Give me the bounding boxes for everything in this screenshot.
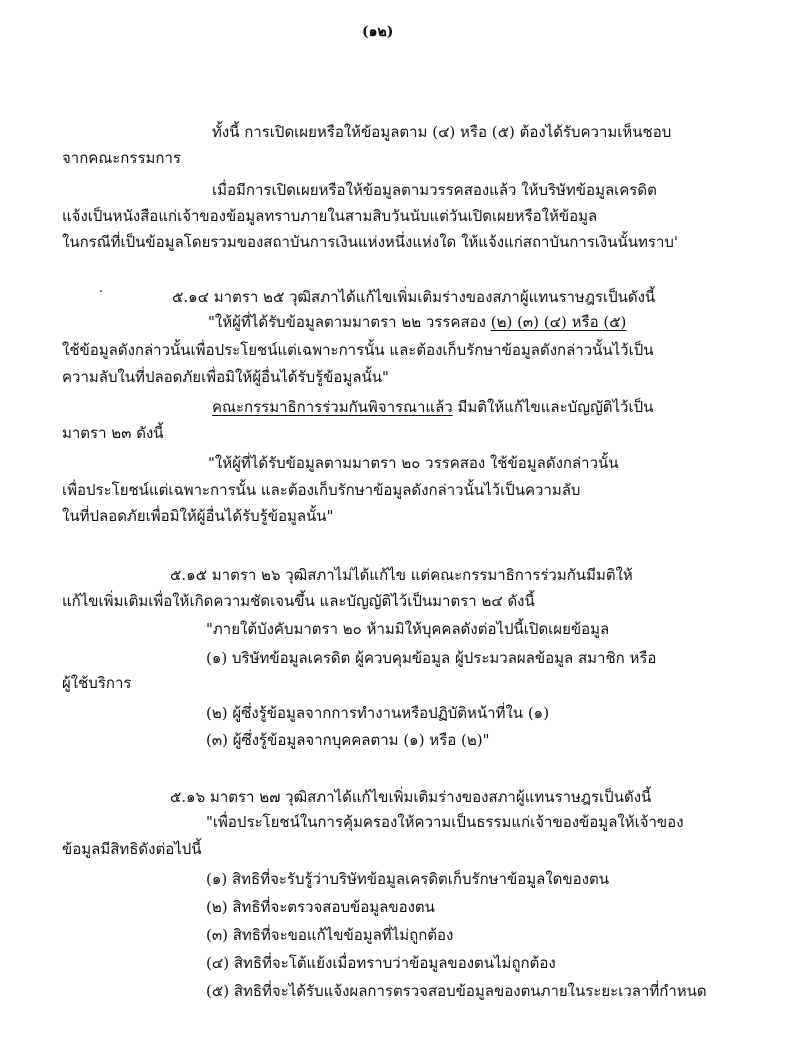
sec-515-item-3: (๓) ผู้ซึ่งรู้ข้อมูลจากบุคคลตาม (๑) หรือ (๒)": [206, 731, 490, 749]
sec-515-line-2: แก้ไขเพิ่มเติมเพื่อให้เกิดความชัดเจนขึ้น และบัญญัติไว้เป็นมาตรา ๒๔ ดังนี้: [62, 592, 535, 610]
sec-516-item-3: (๓) สิทธิที่จะขอแก้ไขข้อมูลที่ไม่ถูกต้อง: [206, 926, 454, 944]
sec-516-item-1: (๑) สิทธิที่จะรับรู้ว่าบริษัทข้อมูลเครดิตเก็บรักษาข้อมูลใดของตน: [206, 870, 609, 888]
sec-516-quote-line-2: ข้อมูลมีสิทธิดังต่อไปนี้: [62, 840, 202, 858]
sec-514-quote2-line-3: ในที่ปลอดภัยเพื่อมิให้ผู้อื่นได้รับรู้ข้อมูลนั้น": [62, 507, 334, 525]
sec-514-committee-line-2: มาตรา ๒๓ ดังนี้: [62, 424, 164, 442]
sec-515-item-1-line-2: ผู้ใช้บริการ: [62, 674, 132, 692]
sec-515-quote-line-1: "ภายใต้บังคับมาตรา ๒๐ ห้ามมิให้บุคคลดังต่อไปนี้เปิดเผยข้อมูล: [206, 620, 610, 638]
sec-514-quote-line-2: ใช้ข้อมูลดังกล่าวนั้นเพื่อประโยชน์แต่เฉพาะการนั้น และต้องเก็บรักษาข้อมูลดังกล่าวนั้นไว้เป็น: [62, 341, 654, 359]
sec-514-heading: ๕.๑๔ มาตรา ๒๕ วุฒิสภาได้แก้ไขเพิ่มเติมร่างของสภาผู้แทนราษฎรเป็นดังนี้: [172, 288, 656, 306]
sec-516-item-4: (๔) สิทธิที่จะโต้แย้งเมื่อทราบว่าข้อมูลของตนไม่ถูกต้อง: [206, 954, 556, 972]
sec-514-committee-rest: มีมติให้แก้ไขและบัญญัติไว้เป็น: [452, 398, 654, 416]
sec-515-heading: ๕.๑๕ มาตรา ๒๖ วุฒิสภาไม่ได้แก้ไข แต่คณะกรรมาธิการร่วมกันมีมติให้: [170, 566, 633, 584]
sec-515-item-2: (๒) ผู้ซึ่งรู้ข้อมูลจากการทำงานหรือปฏิบัติหน้าที่ใน (๑): [206, 704, 550, 722]
sec-516-item-5: (๕) สิทธิที่จะได้รับแจ้งผลการตรวจสอบข้อมูลของตนภายในระยะเวลาที่กำหนด: [206, 982, 707, 1000]
para-intro-line-1: ทั้งนี้ การเปิดเผยหรือให้ข้อมูลตาม (๔) หรือ (๕) ต้องได้รับความเห็นชอบ: [212, 123, 672, 141]
sec-514-committee-underlined: คณะกรรมาธิการร่วมกันพิจารณาแล้ว: [212, 398, 453, 416]
para-intro-line-5: ในกรณีที่เป็นข้อมูลโดยรวมของสถาบันการเงินแห่งหนึ่งแห่งใด ให้แจ้งแก่สถาบันการเงินนั้นทราบ': [62, 233, 679, 251]
sec-516-item-2: (๒) สิทธิที่จะตรวจสอบข้อมูลของตน: [206, 898, 435, 916]
para-intro-line-3: เมื่อมีการเปิดเผยหรือให้ข้อมูลตามวรรคสองแล้ว ให้บริษัทข้อมูลเครดิต: [212, 181, 657, 199]
sec-514-quote-line-1-text: "ให้ผู้ที่ได้รับข้อมูลตามมาตรา ๒๒ วรรคสอง: [208, 313, 491, 331]
para-intro-line-2: จากคณะกรรมการ: [62, 149, 181, 167]
sec-514-quote2-line-1: "ให้ผู้ที่ได้รับข้อมูลตามมาตรา ๒๐ วรรคสอง ใช้ข้อมูลดังกล่าวนั้น: [208, 454, 619, 472]
scan-speck: [100, 290, 102, 292]
sec-516-quote-line-1: "เพื่อประโยชน์ในการคุ้มครองให้ความเป็นธรรมแก่เจ้าของข้อมูลให้เจ้าของ: [206, 813, 684, 831]
para-intro-line-4: แจ้งเป็นหนังสือแก่เจ้าของข้อมูลทราบภายในสามสิบวันนับแต่วันเปิดเผยหรือให้ข้อมูล: [62, 207, 598, 225]
sec-515-item-1-line-1: (๑) บริษัทข้อมูลเครดิต ผู้ควบคุมข้อมูล ผู้ประมวลผลข้อมูล สมาชิก หรือ: [206, 649, 657, 667]
sec-514-committee-line-1: [212, 397, 653, 417]
page-number: (๑๒): [362, 24, 394, 40]
sec-514-quote2-line-2: เพื่อประโยชน์แต่เฉพาะการนั้น และต้องเก็บรักษาข้อมูลดังกล่าวนั้นไว้เป็นความลับ: [62, 481, 581, 499]
sec-514-quote-line-1-underlined: (๒) (๓) (๔) หรือ (๕): [490, 313, 627, 331]
sec-514-quote-line-3: ความลับในที่ปลอดภัยเพื่อมิให้ผู้อื่นได้รับรู้ข้อมูลนั้น": [62, 368, 389, 386]
sec-516-heading: ๕.๑๖ มาตรา ๒๗ วุฒิสภาได้แก้ไขเพิ่มเติมร่างของสภาผู้แทนราษฎรเป็นดังนี้: [170, 788, 652, 806]
sec-514-quote-line-1: [208, 312, 626, 332]
